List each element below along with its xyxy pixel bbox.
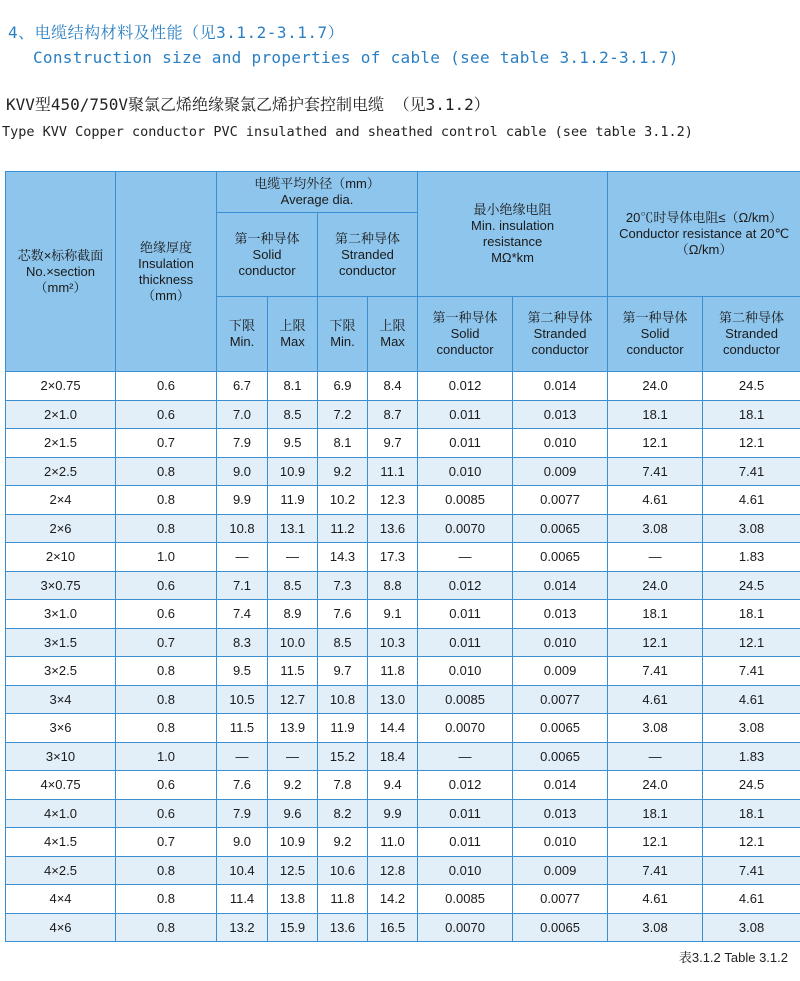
table-cell: 15.2 (318, 742, 368, 771)
table-cell: 0.6 (116, 600, 217, 629)
table-cell: 10.6 (318, 856, 368, 885)
table-row (6, 429, 800, 458)
table-cell: 0.009 (513, 457, 608, 486)
table-cell: 8.1 (268, 372, 318, 401)
table-cell: 2×10 (6, 543, 116, 572)
table-cell: 8.4 (368, 372, 418, 401)
section-title-cn: 4、电缆结构材料及性能（见3.1.2-3.1.7） (8, 23, 345, 42)
table-cell: 11.8 (368, 657, 418, 686)
table-cell: 8.2 (318, 799, 368, 828)
table-cell: 0.010 (418, 657, 513, 686)
header-stranded-max: 上限 Max (368, 297, 418, 372)
table-cell: 10.3 (368, 628, 418, 657)
table-cell: 7.3 (318, 571, 368, 600)
table-cell: 4×0.75 (6, 771, 116, 800)
table-cell: 7.41 (608, 657, 703, 686)
header-ins-stranded: 第二种导体 Stranded conductor (513, 297, 608, 372)
table-cell: 11.0 (368, 828, 418, 857)
table-cell: 0.010 (418, 856, 513, 885)
table-cell: 11.9 (318, 714, 368, 743)
table-cell: 4×1.0 (6, 799, 116, 828)
table-cell: 11.5 (217, 714, 268, 743)
table-cell: 24.5 (703, 571, 800, 600)
table-cell: 12.1 (703, 628, 800, 657)
table-cell: 0.8 (116, 657, 217, 686)
table-cell: 0.0085 (418, 885, 513, 914)
table-cell: 3×4 (6, 685, 116, 714)
table-cell: 0.8 (116, 885, 217, 914)
table-cell: 0.0085 (418, 486, 513, 515)
table-cell: — (268, 742, 318, 771)
table-cell: 10.8 (217, 514, 268, 543)
table-cell: — (418, 543, 513, 572)
table-cell: 9.7 (368, 429, 418, 458)
table-cell: 10.9 (268, 457, 318, 486)
table-cell: 9.2 (318, 828, 368, 857)
table-cell: 10.8 (318, 685, 368, 714)
table-cell: 0.011 (418, 429, 513, 458)
table-cell: 2×1.0 (6, 400, 116, 429)
table-cell: 0.010 (513, 828, 608, 857)
table-cell: 24.0 (608, 372, 703, 401)
table-title-cn: KVV型450/750V聚氯乙烯绝缘聚氯乙烯护套控制电缆 （见3.1.2） (6, 95, 490, 114)
table-caption: 表3.1.2 Table 3.1.2 (678, 950, 788, 965)
table-cell: 8.5 (318, 628, 368, 657)
table-cell: 0.0077 (513, 685, 608, 714)
table-cell: — (608, 742, 703, 771)
header-stranded-min: 下限 Min. (318, 297, 368, 372)
table-cell: 18.4 (368, 742, 418, 771)
table-cell: 8.3 (217, 628, 268, 657)
table-cell: 1.0 (116, 742, 217, 771)
table-cell: 10.4 (217, 856, 268, 885)
table-row (6, 486, 800, 515)
table-cell: 18.1 (608, 600, 703, 629)
table-cell: 0.0065 (513, 742, 608, 771)
table-cell: 0.012 (418, 571, 513, 600)
header-stranded-conductor: 第二种导体 Stranded conductor (318, 213, 418, 297)
table-row (6, 799, 800, 828)
table-cell: 0.0077 (513, 885, 608, 914)
table-cell: 0.8 (116, 714, 217, 743)
table-cell: 7.6 (318, 600, 368, 629)
table-cell: 18.1 (703, 400, 800, 429)
table-cell: 0.8 (116, 457, 217, 486)
table-cell: — (608, 543, 703, 572)
table-cell: 9.1 (368, 600, 418, 629)
table-cell: 0.014 (513, 571, 608, 600)
table-cell: 17.3 (368, 543, 418, 572)
header-conductor-resistance: 20℃时导体电阻≤（Ω/km） Conductor resistance at 20℃ （Ω/km） (608, 172, 800, 297)
table-cell: — (217, 543, 268, 572)
table-cell: 11.9 (268, 486, 318, 515)
table-cell: 18.1 (703, 799, 800, 828)
table-cell: 3×10 (6, 742, 116, 771)
table-cell: 8.1 (318, 429, 368, 458)
table-cell: 4×6 (6, 913, 116, 942)
table-cell: 13.2 (217, 913, 268, 942)
table-cell: 13.9 (268, 714, 318, 743)
table-cell: 14.2 (368, 885, 418, 914)
table-cell: 2×0.75 (6, 372, 116, 401)
table-row (6, 742, 800, 771)
table-cell: 10.2 (318, 486, 368, 515)
table-cell: 9.5 (217, 657, 268, 686)
table-cell: — (418, 742, 513, 771)
table-cell: 10.5 (217, 685, 268, 714)
table-cell: 13.1 (268, 514, 318, 543)
table-cell: 7.9 (217, 429, 268, 458)
table-cell: 4.61 (703, 486, 800, 515)
table-row (6, 913, 800, 942)
table-cell: 3×6 (6, 714, 116, 743)
table-cell: 7.8 (318, 771, 368, 800)
header-average-diameter: 电缆平均外径（mm） Average dia. (217, 172, 418, 213)
table-cell: 0.009 (513, 856, 608, 885)
table-cell: 13.8 (268, 885, 318, 914)
table-cell: 9.4 (368, 771, 418, 800)
table-cell: 0.0070 (418, 714, 513, 743)
table-cell: 13.0 (368, 685, 418, 714)
table-cell: 1.83 (703, 543, 800, 572)
table-cell: 2×1.5 (6, 429, 116, 458)
section-title-en: Construction size and properties of cable (see table 3.1.2-3.1.7) (33, 48, 679, 67)
table-cell: 18.1 (703, 600, 800, 629)
table-cell: 0.014 (513, 771, 608, 800)
table-cell: 3×2.5 (6, 657, 116, 686)
table-cell: 7.9 (217, 799, 268, 828)
table-cell: 0.7 (116, 429, 217, 458)
table-cell: 9.6 (268, 799, 318, 828)
table-row (6, 828, 800, 857)
table-cell: 4×4 (6, 885, 116, 914)
table-row (6, 685, 800, 714)
table-cell: 9.0 (217, 457, 268, 486)
table-cell: 8.5 (268, 400, 318, 429)
table-cell: 12.5 (268, 856, 318, 885)
table-row (6, 771, 800, 800)
table-cell: 3.08 (703, 514, 800, 543)
table-cell: 4.61 (608, 486, 703, 515)
table-row (6, 714, 800, 743)
table-cell: 0.009 (513, 657, 608, 686)
table-row (6, 571, 800, 600)
table-cell: 0.8 (116, 856, 217, 885)
table-cell: 11.1 (368, 457, 418, 486)
table-row (6, 628, 800, 657)
table-cell: 12.7 (268, 685, 318, 714)
table-cell: 9.9 (217, 486, 268, 515)
table-cell: 0.0065 (513, 714, 608, 743)
table-cell: 9.2 (318, 457, 368, 486)
table-cell: 2×2.5 (6, 457, 116, 486)
table-cell: 4.61 (608, 885, 703, 914)
table-cell: 12.3 (368, 486, 418, 515)
table-row (6, 543, 800, 572)
table-row (6, 514, 800, 543)
table-cell: 13.6 (318, 913, 368, 942)
table-cell: 24.5 (703, 372, 800, 401)
table-cell: 2×6 (6, 514, 116, 543)
table-body (6, 372, 800, 942)
table-cell: 7.41 (608, 856, 703, 885)
table-cell: 3.08 (703, 913, 800, 942)
table-cell: 12.1 (703, 828, 800, 857)
table-cell: 11.5 (268, 657, 318, 686)
table-cell: 12.1 (608, 429, 703, 458)
table-cell: 4.61 (703, 885, 800, 914)
table-cell: 4.61 (703, 685, 800, 714)
table-cell: 2×4 (6, 486, 116, 515)
table-cell: 14.3 (318, 543, 368, 572)
table-cell: 12.1 (608, 828, 703, 857)
table-cell: 0.6 (116, 771, 217, 800)
table-cell: 10.0 (268, 628, 318, 657)
table-cell: 16.5 (368, 913, 418, 942)
table-cell: 7.41 (703, 457, 800, 486)
table-cell: 0.0070 (418, 514, 513, 543)
table-cell: 0.014 (513, 372, 608, 401)
table-cell: — (217, 742, 268, 771)
table-cell: 7.6 (217, 771, 268, 800)
table-cell: 7.4 (217, 600, 268, 629)
table-row (6, 372, 800, 401)
table-cell: 0.0065 (513, 543, 608, 572)
table-cell: 7.0 (217, 400, 268, 429)
table-row (6, 885, 800, 914)
table-cell: 11.4 (217, 885, 268, 914)
table-cell: 10.9 (268, 828, 318, 857)
table-cell: 4×2.5 (6, 856, 116, 885)
table-cell: 13.6 (368, 514, 418, 543)
header-solid-min: 下限 Min. (217, 297, 268, 372)
table-cell: 0.010 (513, 429, 608, 458)
table-cell: 24.0 (608, 571, 703, 600)
table-cell: 12.8 (368, 856, 418, 885)
table-cell: 9.5 (268, 429, 318, 458)
table-cell: 0.011 (418, 828, 513, 857)
table-cell: 9.0 (217, 828, 268, 857)
table-cell: 12.1 (608, 628, 703, 657)
table-cell: 7.2 (318, 400, 368, 429)
table-cell: 7.41 (608, 457, 703, 486)
table-cell: 0.011 (418, 400, 513, 429)
table-cell: 3.08 (608, 514, 703, 543)
table-cell: 4×1.5 (6, 828, 116, 857)
table-cell: 0.6 (116, 571, 217, 600)
header-solid-conductor: 第一种导体 Solid conductor (217, 213, 318, 297)
header-solid-max: 上限 Max (268, 297, 318, 372)
table-cell: 18.1 (608, 799, 703, 828)
table-cell: 0.6 (116, 799, 217, 828)
table-cell: 12.1 (703, 429, 800, 458)
table-cell: 0.013 (513, 600, 608, 629)
table-cell: 3.08 (608, 913, 703, 942)
table-cell: 0.013 (513, 799, 608, 828)
table-row (6, 600, 800, 629)
table-cell: 8.8 (368, 571, 418, 600)
table-cell: 1.83 (703, 742, 800, 771)
table-cell: 4.61 (608, 685, 703, 714)
table-row (6, 856, 800, 885)
table-cell: — (268, 543, 318, 572)
table-cell: 0.011 (418, 799, 513, 828)
table-cell: 7.41 (703, 657, 800, 686)
table-cell: 0.0077 (513, 486, 608, 515)
table-title-en: Type KVV Copper conductor PVC insulathed and sheathed control cable (see table 3.1.2) (2, 124, 693, 140)
table-cell: 0.7 (116, 628, 217, 657)
table-cell: 0.010 (513, 628, 608, 657)
table-cell: 14.4 (368, 714, 418, 743)
table-cell: 0.8 (116, 913, 217, 942)
table-cell: 1.0 (116, 543, 217, 572)
header-min-insulation-resistance: 最小绝缘电阻 Min. insulation resistance MΩ*km (418, 172, 608, 297)
header-res-solid: 第一种导体 Solid conductor (608, 297, 703, 372)
table-cell: 11.8 (318, 885, 368, 914)
table-cell: 7.41 (703, 856, 800, 885)
table-cell: 6.7 (217, 372, 268, 401)
table-cell: 8.9 (268, 600, 318, 629)
table-cell: 0.6 (116, 400, 217, 429)
table-cell: 11.2 (318, 514, 368, 543)
table-cell: 0.8 (116, 685, 217, 714)
table-cell: 0.011 (418, 600, 513, 629)
table-cell: 0.0085 (418, 685, 513, 714)
table-cell: 0.8 (116, 514, 217, 543)
table-cell: 0.012 (418, 372, 513, 401)
table-cell: 0.013 (513, 400, 608, 429)
table-cell: 0.0065 (513, 913, 608, 942)
table-cell: 24.5 (703, 771, 800, 800)
table-cell: 0.012 (418, 771, 513, 800)
table-cell: 8.5 (268, 571, 318, 600)
header-ins-solid: 第一种导体 Solid conductor (418, 297, 513, 372)
cable-spec-table (5, 171, 800, 942)
table-cell: 3×1.0 (6, 600, 116, 629)
table-cell: 24.0 (608, 771, 703, 800)
table-cell: 0.0070 (418, 913, 513, 942)
table-cell: 0.7 (116, 828, 217, 857)
table-cell: 9.2 (268, 771, 318, 800)
table-row (6, 657, 800, 686)
table-cell: 6.9 (318, 372, 368, 401)
table-cell: 9.9 (368, 799, 418, 828)
table-cell: 0.8 (116, 486, 217, 515)
header-insulation-thickness: 绝缘厚度 Insulation thickness （mm） (116, 172, 217, 372)
table-cell: 3.08 (703, 714, 800, 743)
table-cell: 15.9 (268, 913, 318, 942)
header-cores-section: 芯数×标称截面 No.×section （mm²） (6, 172, 116, 372)
header-res-stranded: 第二种导体 Stranded conductor (703, 297, 800, 372)
table-row (6, 457, 800, 486)
table-cell: 9.7 (318, 657, 368, 686)
table-cell: 0.0065 (513, 514, 608, 543)
table-cell: 3×1.5 (6, 628, 116, 657)
table-cell: 0.010 (418, 457, 513, 486)
table-cell: 3.08 (608, 714, 703, 743)
table-cell: 18.1 (608, 400, 703, 429)
table-row (6, 400, 800, 429)
table-cell: 0.6 (116, 372, 217, 401)
table-cell: 7.1 (217, 571, 268, 600)
table-cell: 3×0.75 (6, 571, 116, 600)
table-cell: 8.7 (368, 400, 418, 429)
table-cell: 0.011 (418, 628, 513, 657)
